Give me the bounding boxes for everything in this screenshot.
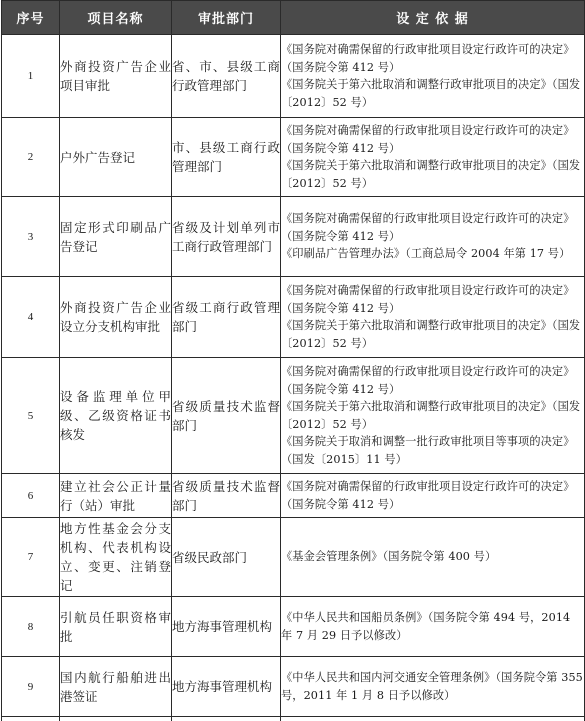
row-number bbox=[2, 717, 60, 721]
row-basis: 《国务院对确需保留的行政审批项目设定行政许可的决定》（国务院令第 412 号） 《印刷品广告管理办法》（工商总局令 2004 年第 17 号） bbox=[281, 197, 585, 277]
row-department: 省级质量技术监督部门 bbox=[172, 474, 281, 518]
row-basis: 《国务院对确需保留的行政审批项目设定行政许可的决定》（国务院令第 412 号） 《国务院关于第六批取消和调整行政审批项目的决定》（国发〔2012〕52 号） bbox=[281, 118, 585, 197]
table-row bbox=[2, 717, 585, 721]
table-row bbox=[2, 358, 585, 474]
table-row bbox=[2, 118, 585, 197]
row-item-name: 固定形式印刷品广告登记 bbox=[60, 197, 172, 277]
header-row bbox=[2, 1, 585, 35]
row-basis: 《中华人民共和国内河交通安全管理条例》（国务院令第 355 号，2011 年 1 月 8 日予以修改） bbox=[281, 657, 585, 717]
row-department: 省级工商行政管理部门 bbox=[172, 277, 281, 358]
row-number: 8 bbox=[2, 597, 60, 657]
row-number: 7 bbox=[2, 518, 60, 597]
row-number: 6 bbox=[2, 474, 60, 518]
row-department: 省级及计划单列市工商行政管理部门 bbox=[172, 197, 281, 277]
row-basis: 《国务院对确需保留的行政审批项目设定行政许可的决定》（国务院令第 412 号） bbox=[281, 474, 585, 518]
row-item-name: 引航员任职资格审批 bbox=[60, 597, 172, 657]
header-department: 审批部门 bbox=[172, 1, 281, 35]
header-item-name: 项目名称 bbox=[60, 1, 172, 35]
row-number: 2 bbox=[2, 118, 60, 197]
row-basis: 《国务院对确需保留的行政审批项目设定行政许可的决定》（国务院令第 412 号） 《国务院关于第六批取消和调整行政审批项目的决定》（国发〔2012〕52 号） bbox=[281, 277, 585, 358]
row-basis bbox=[281, 717, 585, 721]
header-basis: 设 定 依 据 bbox=[281, 1, 585, 35]
table-header bbox=[2, 1, 585, 35]
table-row bbox=[2, 597, 585, 657]
row-item-name bbox=[60, 717, 172, 721]
row-department: 省级民政部门 bbox=[172, 518, 281, 597]
row-item-name: 设备监理单位甲级、乙级资格证书核发 bbox=[60, 358, 172, 474]
table-row bbox=[2, 657, 585, 717]
row-department bbox=[172, 717, 281, 721]
row-number: 1 bbox=[2, 35, 60, 118]
table-row bbox=[2, 518, 585, 597]
table-row bbox=[2, 35, 585, 118]
header-number: 序号 bbox=[2, 1, 60, 35]
row-basis: 《中华人民共和国船员条例》（国务院令第 494 号，2014 年 7 月 29 日予以修改） bbox=[281, 597, 585, 657]
row-item-name: 外商投资广告企业设立分支机构审批 bbox=[60, 277, 172, 358]
table-row bbox=[2, 474, 585, 518]
row-department: 市、县级工商行政管理部门 bbox=[172, 118, 281, 197]
row-basis: 《基金会管理条例》（国务院令第 400 号） bbox=[281, 518, 585, 597]
row-item-name: 户外广告登记 bbox=[60, 118, 172, 197]
row-department: 地方海事管理机构 bbox=[172, 597, 281, 657]
row-department: 地方海事管理机构 bbox=[172, 657, 281, 717]
row-department: 省、市、县级工商行政管理部门 bbox=[172, 35, 281, 118]
row-number: 9 bbox=[2, 657, 60, 717]
table-row bbox=[2, 197, 585, 277]
row-item-name: 建立社会公正计量行（站）审批 bbox=[60, 474, 172, 518]
row-item-name: 国内航行船舶进出港签证 bbox=[60, 657, 172, 717]
row-basis: 《国务院对确需保留的行政审批项目设定行政许可的决定》（国务院令第 412 号） 《国务院关于第六批取消和调整行政审批项目的决定》（国发〔2012〕52 号） 《国务院关于取消和调整一批行政审批项目等事项的决定》（国发〔2015〕11 号） bbox=[281, 358, 585, 474]
approval-items-table bbox=[1, 0, 585, 721]
row-item-name: 地方性基金会分支机构、代表机构设立、变更、注销登记 bbox=[60, 518, 172, 597]
row-number: 3 bbox=[2, 197, 60, 277]
row-basis: 《国务院对确需保留的行政审批项目设定行政许可的决定》（国务院令第 412 号） 《国务院关于第六批取消和调整行政审批项目的决定》（国发〔2012〕52 号） bbox=[281, 35, 585, 118]
table-body bbox=[2, 35, 585, 721]
row-number: 4 bbox=[2, 277, 60, 358]
row-department: 省级质量技术监督部门 bbox=[172, 358, 281, 474]
table-row bbox=[2, 277, 585, 358]
row-number: 5 bbox=[2, 358, 60, 474]
row-item-name: 外商投资广告企业项目审批 bbox=[60, 35, 172, 118]
